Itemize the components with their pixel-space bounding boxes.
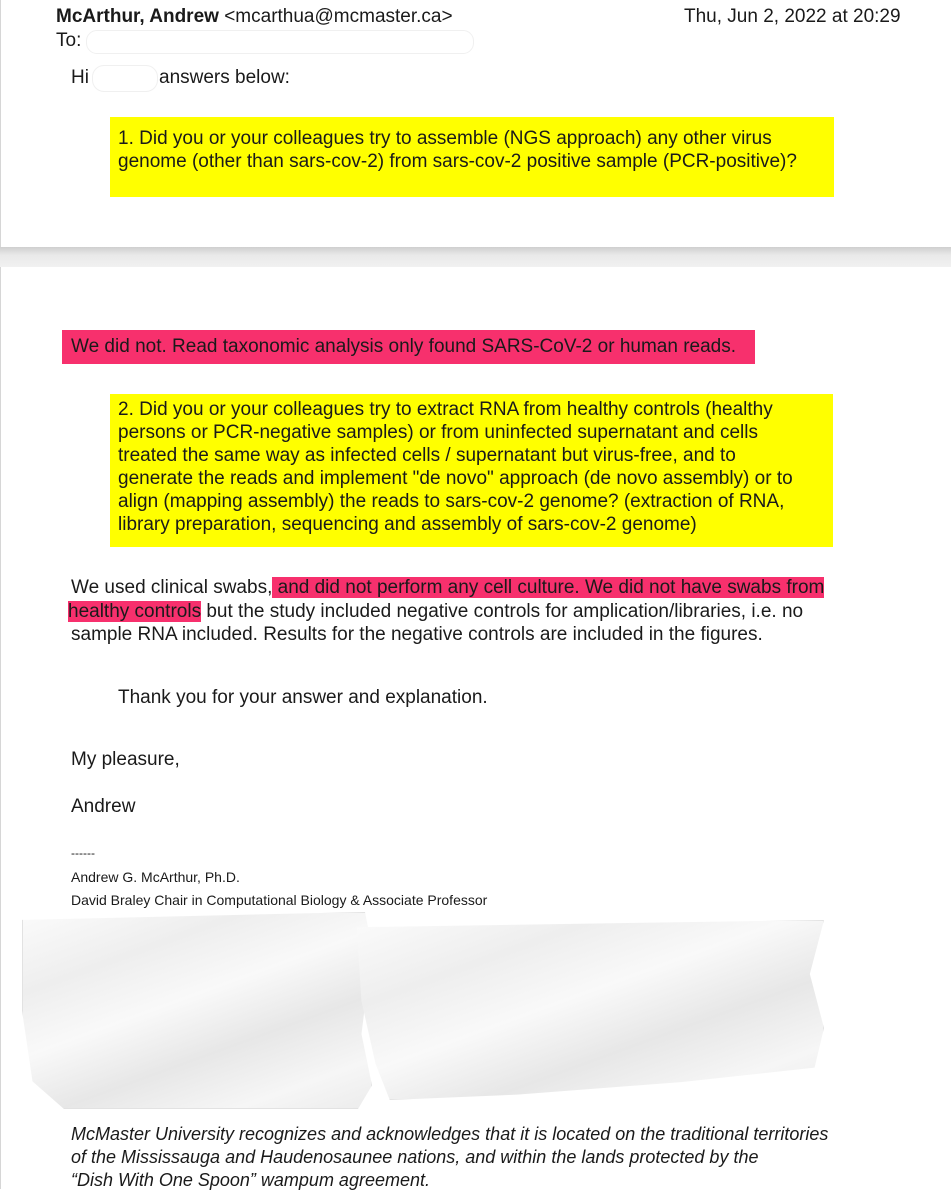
question-2-line: align (mapping assembly) the reads to sars-cov-2 genome? (extraction of RNA, bbox=[118, 491, 785, 512]
answer-2-highlight: and did not perform any cell culture. We did not have swabs from bbox=[272, 577, 825, 598]
page-divider bbox=[0, 247, 951, 267]
question-2-line: generate the reads and implement "de novo" approach (de novo assembly) or to bbox=[118, 468, 793, 489]
answer-2-text: We used clinical swabs, bbox=[71, 577, 273, 598]
thanks-line: Thank you for your answer and explanation. bbox=[118, 687, 488, 708]
question-2-line: treated the same way as infected cells / supernatant but virus-free, and to bbox=[118, 445, 736, 466]
to-label: To: bbox=[56, 30, 82, 51]
question-2-line: library preparation, sequencing and assembly of sars-cov-2 genome) bbox=[118, 514, 697, 535]
signature-dashes: ------ bbox=[71, 846, 95, 860]
signature-name: Andrew G. McArthur, Ph.D. bbox=[71, 869, 240, 885]
pleasure-line: My pleasure, bbox=[71, 749, 180, 770]
sender[interactable] bbox=[56, 6, 453, 28]
redaction-tape bbox=[22, 912, 372, 1109]
signoff: Andrew bbox=[71, 796, 136, 817]
question-1-highlight bbox=[110, 117, 834, 197]
footer-line: McMaster University recognizes and acknowledges that it is located on the traditional territories bbox=[71, 1124, 829, 1144]
answer-2-highlight-controls: healthy controls bbox=[68, 601, 202, 622]
signature-title: David Braley Chair in Computational Biology & Associate Professor bbox=[71, 892, 488, 908]
question-2-line: 2. Did you or your colleagues try to extract RNA from healthy controls (healthy bbox=[118, 399, 773, 420]
answer-2-line-2 bbox=[68, 600, 803, 623]
redacted-recipient bbox=[86, 30, 474, 54]
question-2-highlight bbox=[110, 394, 833, 547]
answer-2-text: but the study included negative controls for amplication/libraries, i.e. no bbox=[201, 601, 804, 622]
footer-line: “Dish With One Spoon” wampum agreement. bbox=[71, 1170, 430, 1190]
footer-line: of the Mississauga and Haudenosaunee nations, and within the lands protected by the bbox=[71, 1147, 759, 1167]
answer-2-line-1 bbox=[71, 576, 824, 599]
question-1-line: genome (other than sars-cov-2) from sars-cov-2 positive sample (PCR-positive)? bbox=[118, 151, 797, 172]
sender-name: McArthur, Andrew bbox=[56, 6, 219, 27]
question-2-line: persons or PCR-negative samples) or from uninfected supernatant and cells bbox=[118, 422, 758, 443]
answer-1-highlight: We did not. Read taxonomic analysis only found SARS-CoV-2 or human reads. bbox=[62, 330, 755, 364]
redaction-tape bbox=[352, 920, 824, 1100]
answer-2-line-3: sample RNA included. Results for the negative controls are included in the figures. bbox=[71, 624, 763, 645]
message-date: Thu, Jun 2, 2022 at 20:29 bbox=[684, 6, 901, 27]
sender-email: <mcarthua@mcmaster.ca> bbox=[224, 6, 453, 27]
question-1-line: 1. Did you or your colleagues try to assemble (NGS approach) any other virus bbox=[118, 128, 772, 149]
greeting-rest: answers below: bbox=[159, 67, 290, 88]
redacted-name bbox=[92, 65, 158, 92]
greeting-hi: Hi bbox=[71, 67, 89, 88]
